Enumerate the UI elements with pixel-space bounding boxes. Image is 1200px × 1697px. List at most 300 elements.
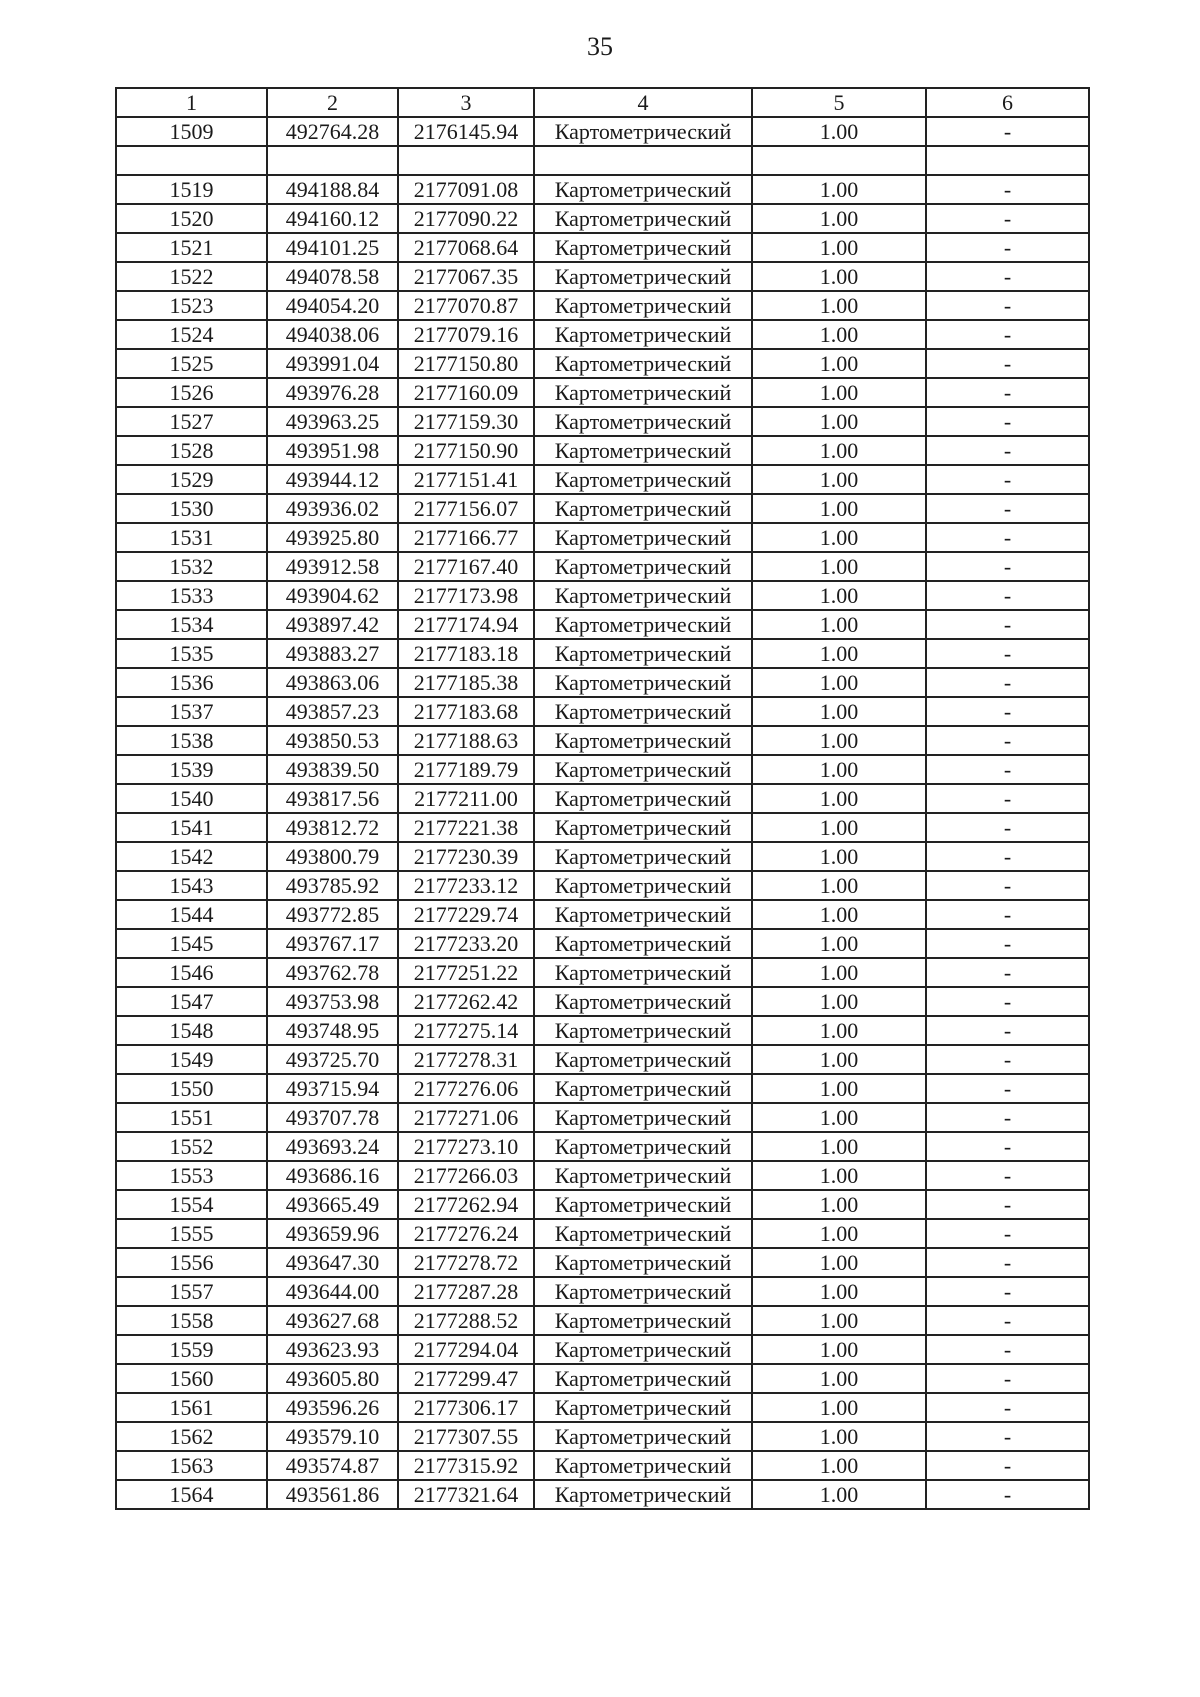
precision-cell: 1.00 bbox=[752, 378, 926, 407]
x-coordinate-cell: 493627.68 bbox=[267, 1306, 398, 1335]
method-cell: Картометрический bbox=[534, 1045, 752, 1074]
y-coordinate-cell: 2177276.24 bbox=[398, 1219, 534, 1248]
precision-cell: 1.00 bbox=[752, 494, 926, 523]
y-coordinate-cell: 2177307.55 bbox=[398, 1422, 534, 1451]
y-coordinate-cell: 2177079.16 bbox=[398, 320, 534, 349]
y-coordinate-cell: 2177233.20 bbox=[398, 929, 534, 958]
precision-cell: 1.00 bbox=[752, 726, 926, 755]
point-number-cell: 1528 bbox=[116, 436, 267, 465]
precision-cell: 1.00 bbox=[752, 117, 926, 146]
precision-cell: 1.00 bbox=[752, 465, 926, 494]
description-cell: - bbox=[926, 465, 1089, 494]
table-row bbox=[116, 1422, 1089, 1451]
table-row bbox=[116, 842, 1089, 871]
method-cell bbox=[534, 146, 752, 175]
method-cell: Картометрический bbox=[534, 697, 752, 726]
point-number-cell: 1531 bbox=[116, 523, 267, 552]
description-cell: - bbox=[926, 697, 1089, 726]
point-number-cell bbox=[116, 146, 267, 175]
x-coordinate-cell: 493725.70 bbox=[267, 1045, 398, 1074]
description-cell bbox=[926, 146, 1089, 175]
description-cell: - bbox=[926, 1335, 1089, 1364]
method-cell: Картометрический bbox=[534, 407, 752, 436]
y-coordinate-cell: 2177221.38 bbox=[398, 813, 534, 842]
table-row bbox=[116, 552, 1089, 581]
point-number-cell: 1539 bbox=[116, 755, 267, 784]
point-number-cell: 1559 bbox=[116, 1335, 267, 1364]
method-cell: Картометрический bbox=[534, 1219, 752, 1248]
table-row bbox=[116, 958, 1089, 987]
method-cell: Картометрический bbox=[534, 610, 752, 639]
precision-cell: 1.00 bbox=[752, 349, 926, 378]
table-row bbox=[116, 900, 1089, 929]
y-coordinate-cell: 2177287.28 bbox=[398, 1277, 534, 1306]
method-cell: Картометрический bbox=[534, 378, 752, 407]
x-coordinate-cell: 493748.95 bbox=[267, 1016, 398, 1045]
y-coordinate-cell: 2177262.94 bbox=[398, 1190, 534, 1219]
x-coordinate-cell: 492764.28 bbox=[267, 117, 398, 146]
method-cell: Картометрический bbox=[534, 784, 752, 813]
description-cell: - bbox=[926, 1364, 1089, 1393]
method-cell: Картометрический bbox=[534, 175, 752, 204]
x-coordinate-cell: 493925.80 bbox=[267, 523, 398, 552]
method-cell: Картометрический bbox=[534, 900, 752, 929]
precision-cell: 1.00 bbox=[752, 262, 926, 291]
point-number-cell: 1530 bbox=[116, 494, 267, 523]
x-coordinate-cell: 493707.78 bbox=[267, 1103, 398, 1132]
x-coordinate-cell: 493991.04 bbox=[267, 349, 398, 378]
y-coordinate-cell: 2177185.38 bbox=[398, 668, 534, 697]
point-number-cell: 1522 bbox=[116, 262, 267, 291]
y-coordinate-cell: 2176145.94 bbox=[398, 117, 534, 146]
description-cell: - bbox=[926, 842, 1089, 871]
method-cell: Картометрический bbox=[534, 755, 752, 784]
y-coordinate-cell: 2177167.40 bbox=[398, 552, 534, 581]
description-cell: - bbox=[926, 436, 1089, 465]
y-coordinate-cell: 2177278.72 bbox=[398, 1248, 534, 1277]
x-coordinate-cell: 493647.30 bbox=[267, 1248, 398, 1277]
precision-cell: 1.00 bbox=[752, 1306, 926, 1335]
precision-cell: 1.00 bbox=[752, 1074, 926, 1103]
method-cell: Картометрический bbox=[534, 668, 752, 697]
point-number-cell: 1540 bbox=[116, 784, 267, 813]
x-coordinate-cell: 494054.20 bbox=[267, 291, 398, 320]
x-coordinate-cell: 493762.78 bbox=[267, 958, 398, 987]
column-header-5: 5 bbox=[752, 88, 926, 117]
y-coordinate-cell: 2177266.03 bbox=[398, 1161, 534, 1190]
precision-cell: 1.00 bbox=[752, 523, 926, 552]
precision-cell: 1.00 bbox=[752, 1132, 926, 1161]
description-cell: - bbox=[926, 900, 1089, 929]
x-coordinate-cell: 493857.23 bbox=[267, 697, 398, 726]
description-cell: - bbox=[926, 1045, 1089, 1074]
x-coordinate-cell: 493644.00 bbox=[267, 1277, 398, 1306]
y-coordinate-cell: 2177288.52 bbox=[398, 1306, 534, 1335]
table-row bbox=[116, 697, 1089, 726]
y-coordinate-cell: 2177090.22 bbox=[398, 204, 534, 233]
method-cell: Картометрический bbox=[534, 1364, 752, 1393]
method-cell: Картометрический bbox=[534, 1132, 752, 1161]
description-cell: - bbox=[926, 1074, 1089, 1103]
precision-cell: 1.00 bbox=[752, 1364, 926, 1393]
point-number-cell: 1546 bbox=[116, 958, 267, 987]
y-coordinate-cell: 2177271.06 bbox=[398, 1103, 534, 1132]
method-cell: Картометрический bbox=[534, 465, 752, 494]
point-number-cell: 1529 bbox=[116, 465, 267, 494]
x-coordinate-cell: 493579.10 bbox=[267, 1422, 398, 1451]
table-row bbox=[116, 1045, 1089, 1074]
point-number-cell: 1549 bbox=[116, 1045, 267, 1074]
method-cell: Картометрический bbox=[534, 117, 752, 146]
method-cell: Картометрический bbox=[534, 1306, 752, 1335]
description-cell: - bbox=[926, 262, 1089, 291]
y-coordinate-cell: 2177068.64 bbox=[398, 233, 534, 262]
point-number-cell: 1532 bbox=[116, 552, 267, 581]
x-coordinate-cell: 493963.25 bbox=[267, 407, 398, 436]
method-cell: Картометрический bbox=[534, 929, 752, 958]
table-row bbox=[116, 349, 1089, 378]
description-cell: - bbox=[926, 1451, 1089, 1480]
table-row bbox=[116, 204, 1089, 233]
precision-cell: 1.00 bbox=[752, 1451, 926, 1480]
method-cell: Картометрический bbox=[534, 1335, 752, 1364]
x-coordinate-cell: 493623.93 bbox=[267, 1335, 398, 1364]
table-row bbox=[116, 407, 1089, 436]
description-cell: - bbox=[926, 552, 1089, 581]
point-number-cell: 1527 bbox=[116, 407, 267, 436]
description-cell: - bbox=[926, 1190, 1089, 1219]
precision-cell: 1.00 bbox=[752, 1045, 926, 1074]
table-row bbox=[116, 1103, 1089, 1132]
table-row bbox=[116, 1480, 1089, 1509]
precision-cell: 1.00 bbox=[752, 1103, 926, 1132]
table-row bbox=[116, 987, 1089, 1016]
point-number-cell: 1524 bbox=[116, 320, 267, 349]
point-number-cell: 1538 bbox=[116, 726, 267, 755]
method-cell: Картометрический bbox=[534, 813, 752, 842]
x-coordinate-cell: 493785.92 bbox=[267, 871, 398, 900]
description-cell: - bbox=[926, 1248, 1089, 1277]
x-coordinate-cell: 493976.28 bbox=[267, 378, 398, 407]
method-cell: Картометрический bbox=[534, 204, 752, 233]
method-cell: Картометрический bbox=[534, 1016, 752, 1045]
point-number-cell: 1533 bbox=[116, 581, 267, 610]
point-number-cell: 1526 bbox=[116, 378, 267, 407]
description-cell: - bbox=[926, 1132, 1089, 1161]
precision-cell: 1.00 bbox=[752, 581, 926, 610]
y-coordinate-cell: 2177306.17 bbox=[398, 1393, 534, 1422]
description-cell: - bbox=[926, 291, 1089, 320]
description-cell: - bbox=[926, 929, 1089, 958]
table-row bbox=[116, 233, 1089, 262]
point-number-cell: 1554 bbox=[116, 1190, 267, 1219]
column-header-1: 1 bbox=[116, 88, 267, 117]
precision-cell: 1.00 bbox=[752, 320, 926, 349]
x-coordinate-cell: 493693.24 bbox=[267, 1132, 398, 1161]
method-cell: Картометрический bbox=[534, 842, 752, 871]
precision-cell: 1.00 bbox=[752, 668, 926, 697]
precision-cell: 1.00 bbox=[752, 1335, 926, 1364]
description-cell: - bbox=[926, 1422, 1089, 1451]
table-header bbox=[116, 88, 1089, 117]
point-number-cell: 1543 bbox=[116, 871, 267, 900]
y-coordinate-cell: 2177156.07 bbox=[398, 494, 534, 523]
point-number-cell: 1563 bbox=[116, 1451, 267, 1480]
description-cell: - bbox=[926, 1161, 1089, 1190]
description-cell: - bbox=[926, 639, 1089, 668]
table-row bbox=[116, 1364, 1089, 1393]
table-row bbox=[116, 755, 1089, 784]
precision-cell: 1.00 bbox=[752, 958, 926, 987]
method-cell: Картометрический bbox=[534, 349, 752, 378]
method-cell: Картометрический bbox=[534, 262, 752, 291]
precision-cell: 1.00 bbox=[752, 1016, 926, 1045]
point-number-cell: 1564 bbox=[116, 1480, 267, 1509]
x-coordinate-cell: 493715.94 bbox=[267, 1074, 398, 1103]
y-coordinate-cell: 2177275.14 bbox=[398, 1016, 534, 1045]
method-cell: Картометрический bbox=[534, 320, 752, 349]
table-row bbox=[116, 1016, 1089, 1045]
column-header-2: 2 bbox=[267, 88, 398, 117]
precision-cell: 1.00 bbox=[752, 755, 926, 784]
table-row bbox=[116, 1190, 1089, 1219]
method-cell: Картометрический bbox=[534, 552, 752, 581]
y-coordinate-cell: 2177067.35 bbox=[398, 262, 534, 291]
table-row bbox=[116, 1248, 1089, 1277]
method-cell: Картометрический bbox=[534, 1248, 752, 1277]
point-number-cell: 1520 bbox=[116, 204, 267, 233]
x-coordinate-cell: 493883.27 bbox=[267, 639, 398, 668]
y-coordinate-cell: 2177174.94 bbox=[398, 610, 534, 639]
method-cell: Картометрический bbox=[534, 1451, 752, 1480]
y-coordinate-cell: 2177299.47 bbox=[398, 1364, 534, 1393]
y-coordinate-cell: 2177159.30 bbox=[398, 407, 534, 436]
point-number-cell: 1519 bbox=[116, 175, 267, 204]
precision-cell: 1.00 bbox=[752, 1161, 926, 1190]
y-coordinate-cell: 2177150.90 bbox=[398, 436, 534, 465]
point-number-cell: 1542 bbox=[116, 842, 267, 871]
y-coordinate-cell: 2177229.74 bbox=[398, 900, 534, 929]
description-cell: - bbox=[926, 610, 1089, 639]
point-number-cell: 1550 bbox=[116, 1074, 267, 1103]
x-coordinate-cell: 493753.98 bbox=[267, 987, 398, 1016]
table-row bbox=[116, 1451, 1089, 1480]
table-row bbox=[116, 523, 1089, 552]
description-cell: - bbox=[926, 958, 1089, 987]
point-number-cell: 1545 bbox=[116, 929, 267, 958]
method-cell: Картометрический bbox=[534, 1422, 752, 1451]
x-coordinate-cell: 494038.06 bbox=[267, 320, 398, 349]
precision-cell: 1.00 bbox=[752, 1277, 926, 1306]
column-header-3: 3 bbox=[398, 88, 534, 117]
precision-cell: 1.00 bbox=[752, 1219, 926, 1248]
precision-cell: 1.00 bbox=[752, 929, 926, 958]
description-cell: - bbox=[926, 1393, 1089, 1422]
table-row bbox=[116, 610, 1089, 639]
table-row bbox=[116, 436, 1089, 465]
method-cell: Картометрический bbox=[534, 1190, 752, 1219]
method-cell: Картометрический bbox=[534, 1480, 752, 1509]
description-cell: - bbox=[926, 117, 1089, 146]
x-coordinate-cell: 493659.96 bbox=[267, 1219, 398, 1248]
x-coordinate-cell: 493596.26 bbox=[267, 1393, 398, 1422]
description-cell: - bbox=[926, 1016, 1089, 1045]
x-coordinate-cell: 493839.50 bbox=[267, 755, 398, 784]
table-row bbox=[116, 117, 1089, 146]
x-coordinate-cell: 494078.58 bbox=[267, 262, 398, 291]
method-cell: Картометрический bbox=[534, 494, 752, 523]
y-coordinate-cell: 2177091.08 bbox=[398, 175, 534, 204]
point-number-cell: 1537 bbox=[116, 697, 267, 726]
table-row bbox=[116, 1219, 1089, 1248]
method-cell: Картометрический bbox=[534, 871, 752, 900]
point-number-cell: 1557 bbox=[116, 1277, 267, 1306]
y-coordinate-cell: 2177160.09 bbox=[398, 378, 534, 407]
x-coordinate-cell: 493574.87 bbox=[267, 1451, 398, 1480]
method-cell: Картометрический bbox=[534, 436, 752, 465]
precision-cell: 1.00 bbox=[752, 552, 926, 581]
description-cell: - bbox=[926, 1103, 1089, 1132]
description-cell: - bbox=[926, 378, 1089, 407]
table-row bbox=[116, 465, 1089, 494]
precision-cell: 1.00 bbox=[752, 1422, 926, 1451]
method-cell: Картометрический bbox=[534, 639, 752, 668]
precision-cell: 1.00 bbox=[752, 291, 926, 320]
description-cell: - bbox=[926, 320, 1089, 349]
x-coordinate-cell: 493767.17 bbox=[267, 929, 398, 958]
point-number-cell: 1534 bbox=[116, 610, 267, 639]
description-cell: - bbox=[926, 871, 1089, 900]
point-number-cell: 1558 bbox=[116, 1306, 267, 1335]
x-coordinate-cell: 493686.16 bbox=[267, 1161, 398, 1190]
x-coordinate-cell: 493605.80 bbox=[267, 1364, 398, 1393]
table-body bbox=[116, 117, 1089, 1509]
column-header-4: 4 bbox=[534, 88, 752, 117]
precision-cell: 1.00 bbox=[752, 842, 926, 871]
y-coordinate-cell: 2177321.64 bbox=[398, 1480, 534, 1509]
x-coordinate-cell: 493561.86 bbox=[267, 1480, 398, 1509]
point-number-cell: 1521 bbox=[116, 233, 267, 262]
y-coordinate-cell: 2177151.41 bbox=[398, 465, 534, 494]
y-coordinate-cell: 2177211.00 bbox=[398, 784, 534, 813]
description-cell: - bbox=[926, 204, 1089, 233]
y-coordinate-cell bbox=[398, 146, 534, 175]
table-row bbox=[116, 146, 1089, 175]
description-cell: - bbox=[926, 1277, 1089, 1306]
x-coordinate-cell: 493800.79 bbox=[267, 842, 398, 871]
y-coordinate-cell: 2177166.77 bbox=[398, 523, 534, 552]
precision-cell: 1.00 bbox=[752, 436, 926, 465]
description-cell: - bbox=[926, 349, 1089, 378]
method-cell: Картометрический bbox=[534, 291, 752, 320]
y-coordinate-cell: 2177230.39 bbox=[398, 842, 534, 871]
precision-cell: 1.00 bbox=[752, 639, 926, 668]
description-cell: - bbox=[926, 987, 1089, 1016]
table-row bbox=[116, 1132, 1089, 1161]
table-row bbox=[116, 813, 1089, 842]
table-row bbox=[116, 175, 1089, 204]
table-row bbox=[116, 1335, 1089, 1364]
point-number-cell: 1541 bbox=[116, 813, 267, 842]
y-coordinate-cell: 2177188.63 bbox=[398, 726, 534, 755]
table-row bbox=[116, 1306, 1089, 1335]
x-coordinate-cell: 493863.06 bbox=[267, 668, 398, 697]
table-row bbox=[116, 320, 1089, 349]
description-cell: - bbox=[926, 407, 1089, 436]
description-cell: - bbox=[926, 523, 1089, 552]
x-coordinate-cell: 493812.72 bbox=[267, 813, 398, 842]
point-number-cell: 1553 bbox=[116, 1161, 267, 1190]
description-cell: - bbox=[926, 755, 1089, 784]
precision-cell: 1.00 bbox=[752, 1393, 926, 1422]
y-coordinate-cell: 2177150.80 bbox=[398, 349, 534, 378]
precision-cell: 1.00 bbox=[752, 784, 926, 813]
x-coordinate-cell: 493665.49 bbox=[267, 1190, 398, 1219]
method-cell: Картометрический bbox=[534, 1103, 752, 1132]
point-number-cell: 1552 bbox=[116, 1132, 267, 1161]
x-coordinate-cell: 493772.85 bbox=[267, 900, 398, 929]
precision-cell: 1.00 bbox=[752, 1248, 926, 1277]
table-row bbox=[116, 668, 1089, 697]
y-coordinate-cell: 2177183.68 bbox=[398, 697, 534, 726]
point-number-cell: 1562 bbox=[116, 1422, 267, 1451]
precision-cell: 1.00 bbox=[752, 407, 926, 436]
table-row bbox=[116, 1393, 1089, 1422]
y-coordinate-cell: 2177294.04 bbox=[398, 1335, 534, 1364]
point-number-cell: 1551 bbox=[116, 1103, 267, 1132]
y-coordinate-cell: 2177189.79 bbox=[398, 755, 534, 784]
method-cell: Картометрический bbox=[534, 1277, 752, 1306]
precision-cell: 1.00 bbox=[752, 1190, 926, 1219]
column-header-6: 6 bbox=[926, 88, 1089, 117]
method-cell: Картометрический bbox=[534, 233, 752, 262]
x-coordinate-cell: 493912.58 bbox=[267, 552, 398, 581]
x-coordinate-cell: 493817.56 bbox=[267, 784, 398, 813]
x-coordinate-cell: 493897.42 bbox=[267, 610, 398, 639]
precision-cell: 1.00 bbox=[752, 697, 926, 726]
point-number-cell: 1547 bbox=[116, 987, 267, 1016]
coordinates-table bbox=[115, 87, 1090, 1510]
precision-cell: 1.00 bbox=[752, 204, 926, 233]
description-cell: - bbox=[926, 175, 1089, 204]
table-row bbox=[116, 378, 1089, 407]
table-row bbox=[116, 262, 1089, 291]
x-coordinate-cell: 494160.12 bbox=[267, 204, 398, 233]
point-number-cell: 1561 bbox=[116, 1393, 267, 1422]
description-cell: - bbox=[926, 784, 1089, 813]
description-cell: - bbox=[926, 668, 1089, 697]
method-cell: Картометрический bbox=[534, 958, 752, 987]
header-row bbox=[116, 88, 1089, 117]
point-number-cell: 1555 bbox=[116, 1219, 267, 1248]
page-number: 35 bbox=[587, 32, 613, 61]
x-coordinate-cell: 493936.02 bbox=[267, 494, 398, 523]
table-row bbox=[116, 929, 1089, 958]
description-cell: - bbox=[926, 1306, 1089, 1335]
x-coordinate-cell: 493951.98 bbox=[267, 436, 398, 465]
y-coordinate-cell: 2177251.22 bbox=[398, 958, 534, 987]
precision-cell bbox=[752, 146, 926, 175]
point-number-cell: 1523 bbox=[116, 291, 267, 320]
y-coordinate-cell: 2177173.98 bbox=[398, 581, 534, 610]
description-cell: - bbox=[926, 726, 1089, 755]
table-row bbox=[116, 1161, 1089, 1190]
precision-cell: 1.00 bbox=[752, 871, 926, 900]
precision-cell: 1.00 bbox=[752, 900, 926, 929]
table-row bbox=[116, 871, 1089, 900]
x-coordinate-cell: 494101.25 bbox=[267, 233, 398, 262]
description-cell: - bbox=[926, 1219, 1089, 1248]
